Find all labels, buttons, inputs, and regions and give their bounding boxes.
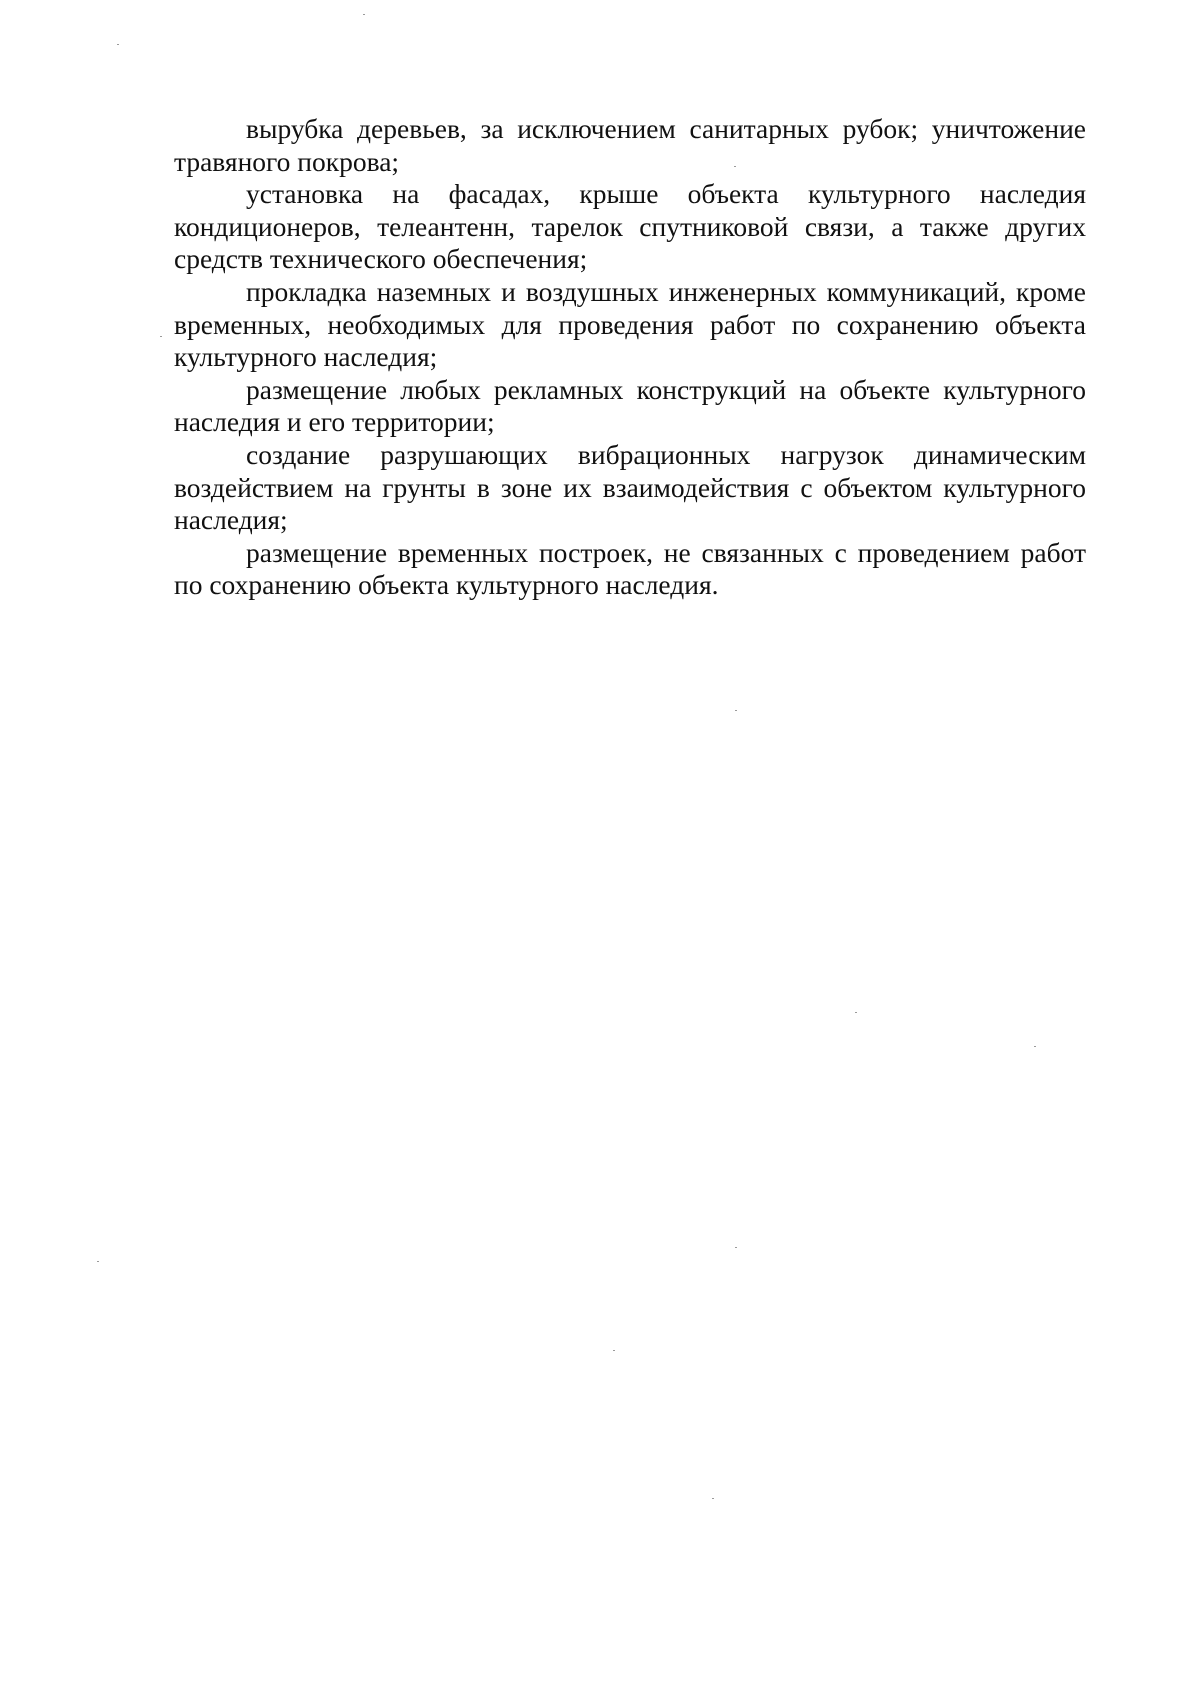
paragraph-advertising: размещение любых рекламных конструкций на объекте культурного наследия и его территории; (174, 373, 1086, 438)
scan-speck (735, 710, 737, 711)
scan-speck (734, 166, 736, 167)
scan-speck (712, 1498, 714, 1499)
scan-speck (1034, 1046, 1036, 1047)
scan-speck (735, 1247, 737, 1248)
scan-speck (117, 44, 119, 45)
paragraph-temporary-structures: размещение временных построек, не связанных с проведением работ по сохранению объекта культурного наследия. (174, 536, 1086, 601)
scan-speck (613, 1350, 615, 1351)
paragraph-vibration-loads: создание разрушающих вибрационных нагрузок динамическим воздействием на грунты в зоне их взаимодействия с объектом культурного наследия; (174, 438, 1086, 536)
scan-speck (160, 336, 162, 337)
paragraph-utility-lines: прокладка наземных и воздушных инженерных коммуникаций, кроме временных, необходимых для проведения работ по сохранению объекта культурного наследия; (174, 275, 1086, 373)
paragraph-facade-equipment: установка на фасадах, крыше объекта культурного наследия кондиционеров, телеантенн, тарелок спутниковой связи, а также других средств технического обеспечения; (174, 178, 1086, 275)
scan-speck (855, 1012, 857, 1013)
scan-speck (363, 14, 365, 15)
scan-speck (97, 1261, 99, 1262)
document-body (174, 113, 1086, 602)
paragraph-tree-felling: вырубка деревьев, за исключением санитарных рубок; уничтожение травяного покрова; (174, 113, 1086, 177)
